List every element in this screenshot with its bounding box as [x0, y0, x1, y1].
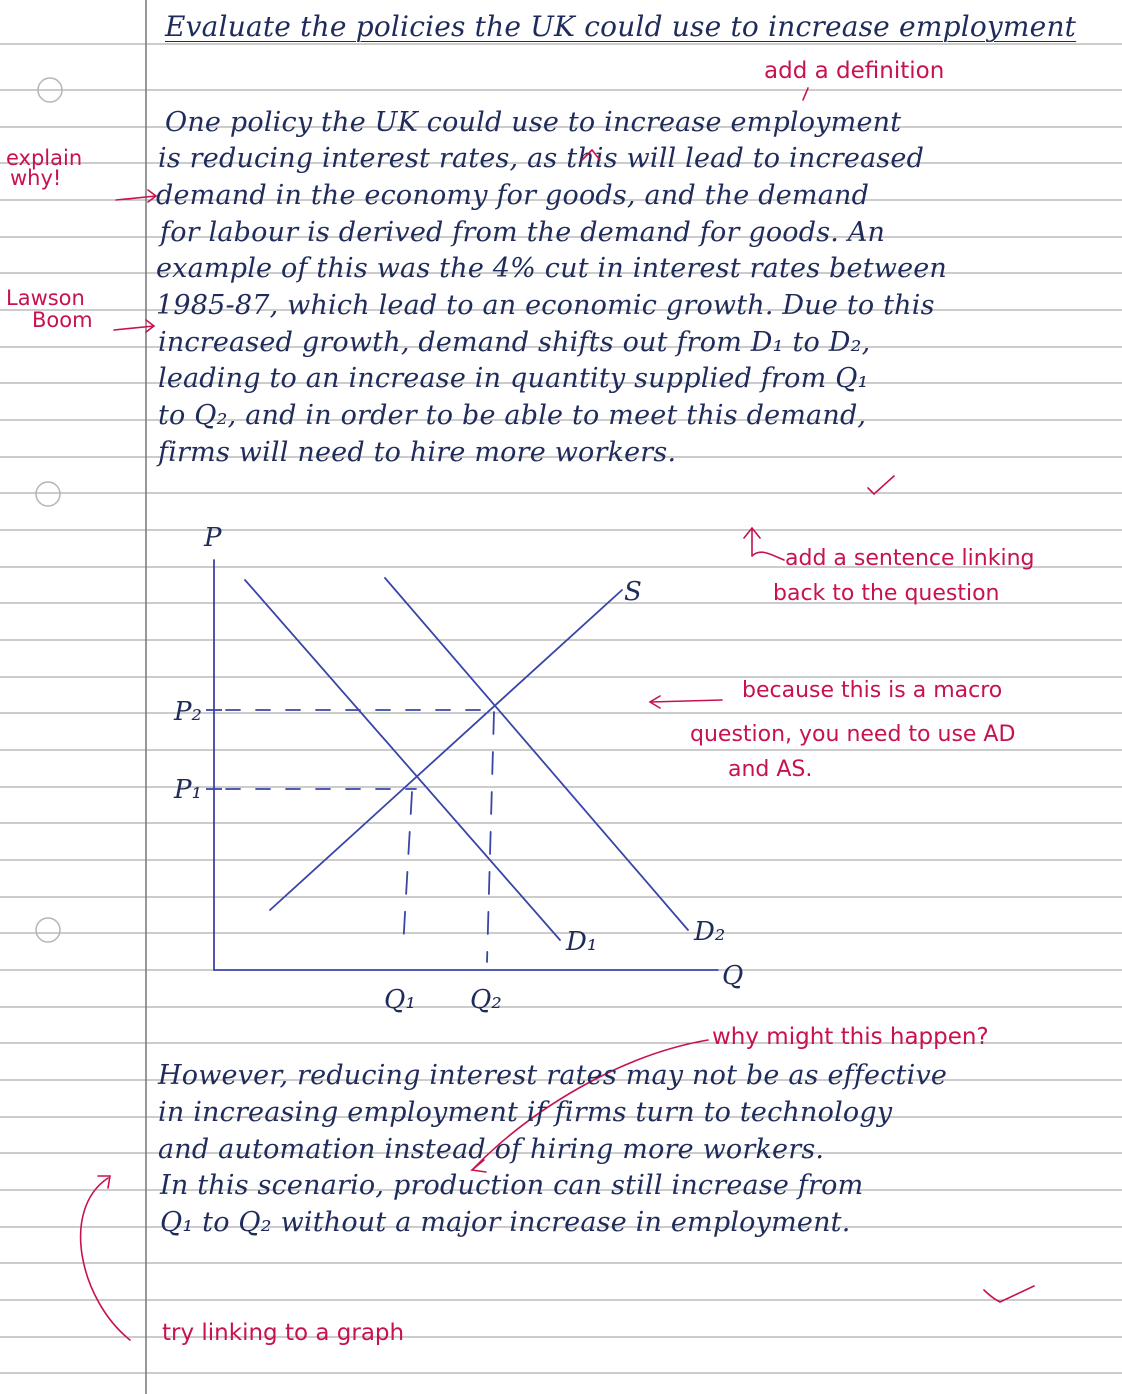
demand-curve-1: [245, 580, 560, 940]
paragraph1-line-9: to Q₂, and in order to be able to meet this demand,: [158, 400, 867, 431]
paragraph1-line-3: demand in the economy for goods, and the demand: [156, 180, 870, 211]
comment-try-linking: try linking to a graph: [162, 1320, 405, 1346]
comment-add-sentence-1: add a sentence linking: [785, 546, 1035, 571]
qty2-guide: [487, 712, 494, 962]
paragraph2-line-1: However, reducing interest rates may not be as effective: [158, 1060, 948, 1091]
price1-label: P₁: [174, 775, 202, 805]
comment-why-happen: why might this happen?: [712, 1024, 989, 1050]
price2-label: P₂: [174, 697, 202, 727]
paragraph1-line-6: 1985-87, which lead to an economic growth. Due to this: [156, 290, 935, 321]
tick-mark-1: [868, 476, 894, 494]
macro-arrow: [650, 696, 722, 708]
comment-add-definition: add a definition: [764, 58, 945, 84]
paragraph1-line-5: example of this was the 4% cut in interest rates between: [156, 253, 948, 284]
comment-add-sentence-2: back to the question: [773, 581, 1000, 606]
paragraph2-line-3: and automation instead of hiring more workers.: [158, 1134, 825, 1165]
comment-macro-2: question, you need to use AD: [690, 722, 1016, 747]
paragraph1-line-4: for labour is derived from the demand for goods. An: [160, 217, 886, 248]
comment-explain: explain: [6, 146, 83, 170]
paragraph1-line-8: leading to an increase in quantity supplied from Q₁: [158, 363, 869, 394]
paragraph1-line-7: increased growth, demand shifts out from D₁ to D₂,: [158, 327, 871, 358]
comment-why: why!: [10, 166, 62, 190]
try-linking-arrow: [81, 1176, 130, 1340]
demand-curve-2: [385, 578, 688, 930]
comment-lawson: Lawson: [6, 286, 85, 310]
supply-curve: [270, 590, 622, 910]
paragraph1-line-10: firms will need to hire more workers.: [158, 437, 677, 468]
supply-label: S: [624, 577, 642, 607]
paragraph2-line-5: Q₁ to Q₂ without a major increase in employment.: [160, 1207, 851, 1238]
comment-macro-1: because this is a macro: [742, 678, 1003, 703]
insert-caret-1: [582, 150, 600, 160]
paragraph2-line-2: in increasing employment if firms turn to technology: [158, 1097, 893, 1128]
comment-macro-3: and AS.: [728, 757, 813, 782]
qty2-label: Q₂: [470, 985, 502, 1015]
definition-caret: [803, 88, 808, 100]
explain-arrow: [116, 190, 156, 202]
demand2-label: D₂: [694, 917, 726, 947]
add-sentence-arrow: [744, 528, 784, 560]
essay-title: Evaluate the policies the UK could use to increase employment: [165, 10, 1077, 43]
comment-boom: Boom: [32, 308, 93, 332]
paragraph1-line-1: One policy the UK could use to increase employment: [165, 107, 902, 138]
lawson-arrow: [114, 320, 154, 332]
y-axis-label: P: [204, 523, 222, 553]
demand1-label: D₁: [566, 927, 598, 957]
paragraph2-line-4: In this scenario, production can still increase from: [160, 1170, 864, 1201]
tick-mark-2: [984, 1286, 1034, 1302]
qty1-guide: [403, 792, 412, 948]
qty1-label: Q₁: [384, 985, 416, 1015]
x-axis-label: Q: [722, 961, 744, 991]
paragraph1-line-2: is reducing interest rates, as this will lead to increased: [158, 143, 925, 174]
